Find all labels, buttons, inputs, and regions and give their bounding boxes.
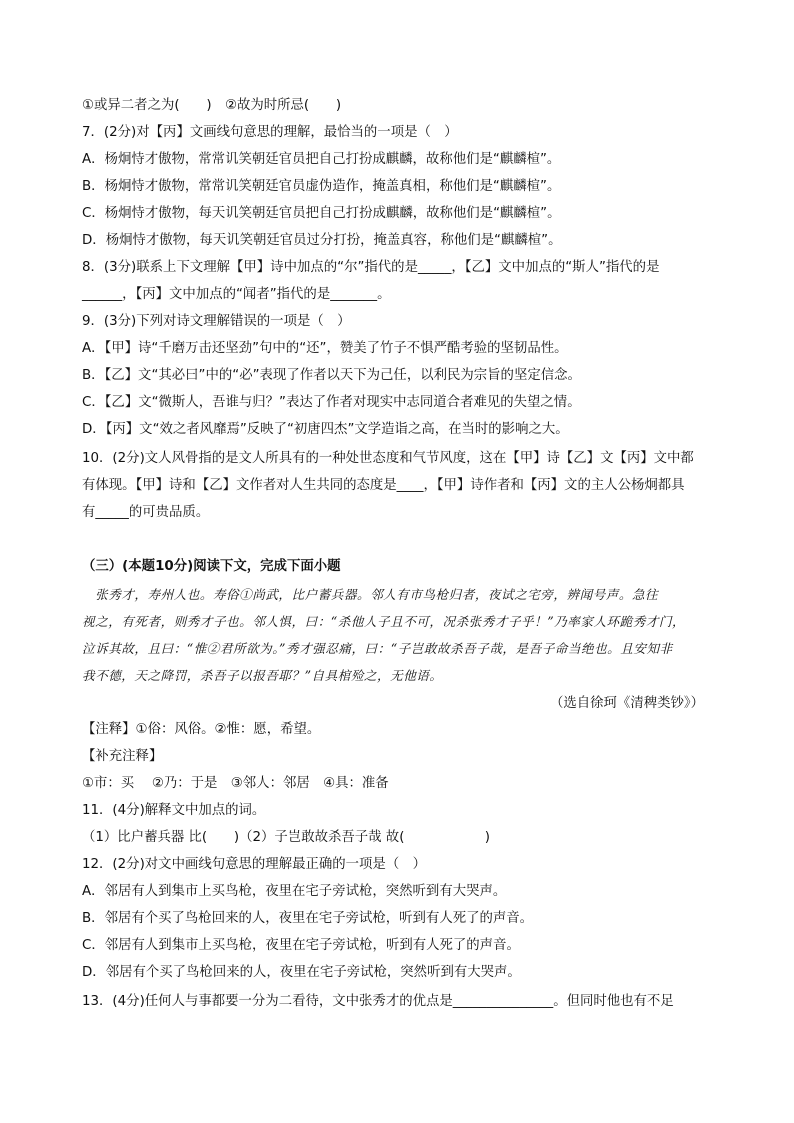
question-12-option-d: D．邻居有个买了鸟枪回来的人，夜里在宅子旁试枪，突然听到有大哭声。 <box>82 965 521 980</box>
question-9-option-b: B．【乙】文“其必曰”中的“必”表现了作者以天下为己任，以利民为宗旨的坚定信念。 <box>82 368 581 383</box>
question-12-option-c: C．邻居有人到集市上买鸟枪，夜里在宅子旁试枪，听到有人死了的声音。 <box>82 938 520 953</box>
supplementary-heading: 【补充注释】 <box>82 749 163 764</box>
question-12-option-a: A．邻居有人到集市上买鸟枪，夜里在宅子旁试枪，突然听到有大哭声。 <box>82 884 507 899</box>
question-7-option-b: B．杨炯恃才傲物，常常讥笑朝廷官员虚伪造作，掩盖真相，称他们是“麒麟楦”。 <box>82 179 561 194</box>
question-7-stem: 7．(2分)对【丙】文画线句意思的理解，最恰当的一项是（ ） <box>82 125 458 140</box>
passage-line-2: 视之，有死者，则秀才子也。邻人惧，曰：“杀他人子且不可，况杀张秀才子乎！”乃率家人环跪秀才门， <box>82 614 686 629</box>
question-11-stem: 11．(4分)解释文中加点的词。 <box>82 803 266 818</box>
passage-line-1: 张秀才，寿州人也。寿俗①尚武，比户蓄兵器。邻人有市鸟枪归者，夜试之宅旁，辨闻号声。急往 <box>82 587 659 602</box>
question-10-stem-end: 有_____的可贵品质。 <box>82 505 210 520</box>
passage-line-4: 我不德，天之降罚，杀吾子以报吾耶？”自具棺殓之，无他语。 <box>82 668 443 683</box>
question-13-stem: 13．(4分)任何人与事都要一分为二看待，文中张秀才的优点是_______________。但同时他也有不足 <box>82 994 674 1009</box>
question-9-option-a: A．【甲】诗“千磨万击还坚劲”句中的“还”，赞美了竹子不惧严酷考验的坚韧品性。 <box>82 341 568 356</box>
question-6-items: ①或异二者之为( ) ②故为时所忌( ) <box>82 98 342 113</box>
question-7-option-c: C．杨炯恃才傲物，每天讥笑朝廷官员把自己打扮成麒麟，故称他们是“麒麟楦”。 <box>82 206 561 221</box>
question-9-stem: 9．(3分)下列对诗文理解错误的一项是（ ） <box>82 314 351 329</box>
passage-source: （选自徐珂《清稗类钞》） <box>550 696 704 711</box>
question-7-option-a: A．杨炯恃才傲物，常常讥笑朝廷官员把自己打扮成麒麟，故称他们是“麒麟楦”。 <box>82 152 561 167</box>
section-heading: （三）(本题10分)阅读下文，完成下面小题 <box>82 559 341 574</box>
question-8-stem: 8．(3分)联系上下文理解【甲】诗中加点的“尔”指代的是_____，【乙】文中加点的“斯人”指代的是 <box>82 260 660 275</box>
question-10-stem: 10．(2分)文人风骨指的是文人所具有的一种处世态度和气节风度，这在【甲】诗【乙】文【丙】文中都 <box>82 451 694 466</box>
supplementary-notes: ①市：买 ②乃：于是 ③邻人：邻居 ④具：准备 <box>82 776 389 791</box>
question-8-stem-cont: ______，【丙】文中加点的“闻者”指代的是_______。 <box>82 287 391 302</box>
question-7-option-d: D．杨炯恃才傲物，每天讥笑朝廷官员过分打扮，掩盖真容，称他们是“麒麟楦”。 <box>82 233 562 248</box>
question-12-stem: 12．(2分)对文中画线句意思的理解最正确的一项是（ ） <box>82 857 426 872</box>
question-11-items: （1）比户蓄兵器 比( )（2）子岂敢故杀吾子哉 故( ) <box>82 830 490 845</box>
question-9-option-c: C．【乙】文“微斯人，吾谁与归？”表达了作者对现实中志同道合者难见的失望之情。 <box>82 395 581 410</box>
annotation-line: 【注释】①俗：风俗。②惟：愿，希望。 <box>82 722 321 737</box>
passage-line-3: 泣诉其故，且曰：“惟②君所欲为。”秀才强忍痛，曰：“子岂敢故杀吾子哉，是吾子命当绝也。且安知非 <box>82 641 673 656</box>
question-9-option-d: D．【丙】文“效之者风靡焉”反映了“初唐四杰”文学造诣之高，在当时的影响之大。 <box>82 422 569 437</box>
question-12-option-b: B．邻居有个买了鸟枪回来的人，夜里在宅子旁试枪，听到有人死了的声音。 <box>82 911 534 926</box>
question-10-stem-cont: 有体现。【甲】诗和【乙】文作者对人生共同的态度是____，【甲】诗作者和【丙】文的主人公杨炯都具 <box>82 478 685 493</box>
